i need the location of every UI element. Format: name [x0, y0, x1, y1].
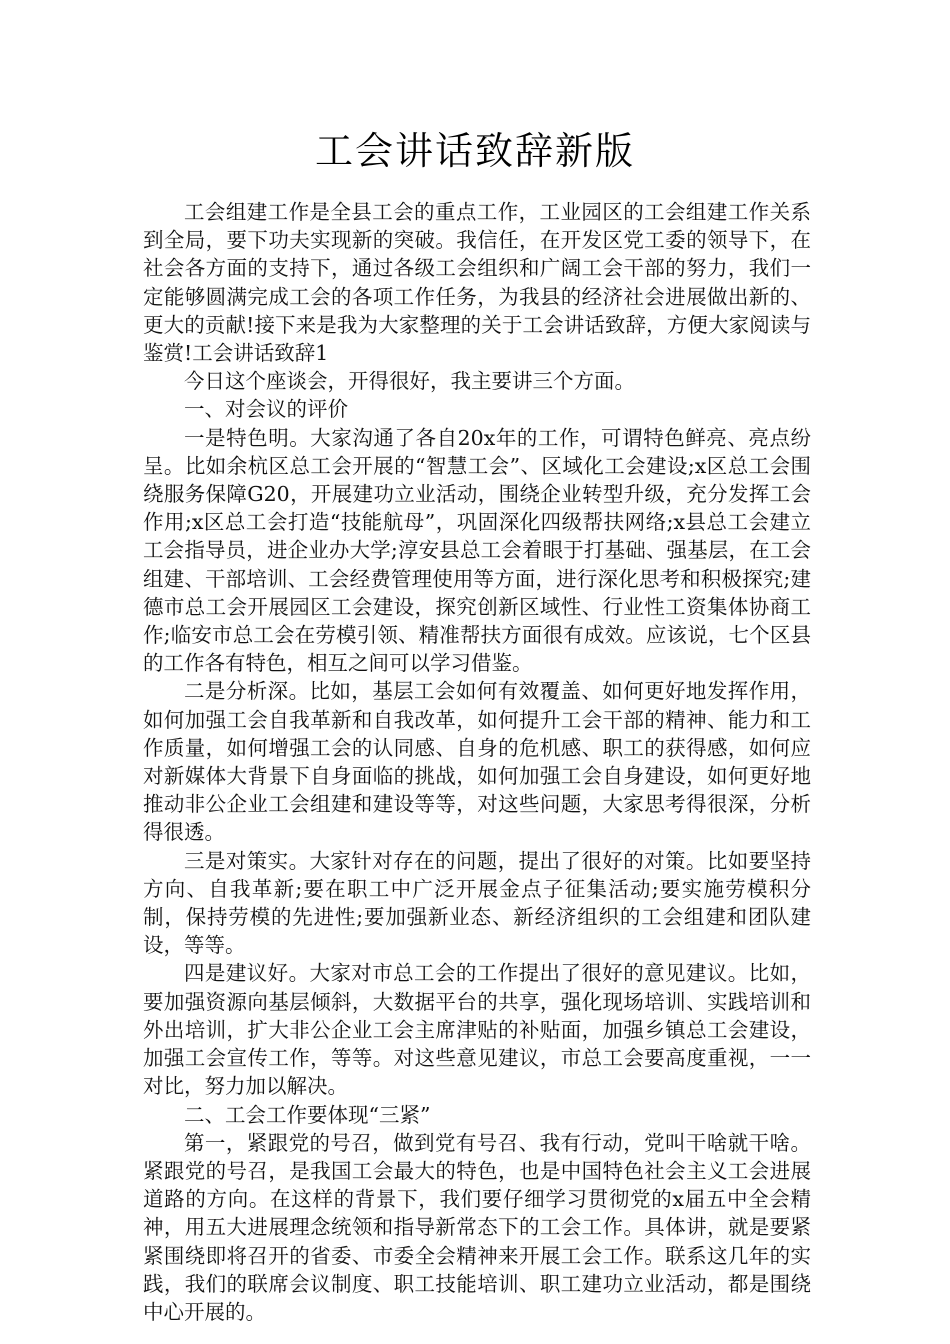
paragraph: 今日这个座谈会，开得很好，我主要讲三个方面。 — [184, 369, 635, 394]
paragraph: 工会组建工作是全县工会的重点工作，工业园区的工会组建工作关系到全局，要下功夫实现新的突破。我信任，在开发区党工委的领导下，在社会各方面的支持下，通过各级工会组织和广阔工会干部的努力，我们一定能够圆满完成工会的各项工作任务，为我县的经济社会进展做出新的、更大的贡献!接下来是我为大家整理的关于工会讲话致辞，方便大家阅读与鉴赏!工会讲话致辞1 — [143, 200, 811, 366]
paragraph: 四是建议好。大家对市总工会的工作提出了很好的意见建议。比如，要加强资源向基层倾斜，大数据平台的共享，强化现场培训、实践培训和外出培训，扩大非公企业工会主席津贴的补贴面，加强乡镇总工会建设，加强工会宣传工作，等等。对这些意见建议，市总工会要高度重视，一一对比，努力加以解决。 — [143, 961, 811, 1099]
document-body — [143, 198, 811, 1326]
paragraph: 三是对策实。大家针对存在的问题，提出了很好的对策。比如要坚持方向、自我革新;要在职工中广泛开展金点子征集活动;要实施劳模积分制，保持劳模的先进性;要加强新业态、新经济组织的工会组建和团队建设，等等。 — [143, 848, 811, 958]
paragraph: 一是特色明。大家沟通了各自20x年的工作，可谓特色鲜亮、亮点纷呈。比如余杭区总工会开展的“智慧工会”、区域化工会建设;x区总工会围绕服务保障G20，开展建功立业活动，围绕企业转型升级，充分发挥工会作用;x区总工会打造“技能航母”，巩固深化四级帮扶网络;x县总工会建立工会指导员，进企业办大学;淳安县总工会着眼于打基础、强基层，在工会组建、干部培训、工会经费管理使用等方面，进行深化思考和积极探究;建德市总工会开展园区工会建设，探究创新区域性、行业性工资集体协商工作;临安市总工会在劳模引领、精准帮扶方面很有成效。应该说，七个区县的工作各有特色，相互之间可以学习借鉴。 — [143, 425, 811, 676]
section-heading: 一、对会议的评价 — [184, 397, 348, 422]
paragraph: 第一，紧跟党的号召，做到党有号召、我有行动，党叫干啥就干啥。紧跟党的号召，是我国工会最大的特色，也是中国特色社会主义工会进展道路的方向。在这样的背景下，我们要仔细学习贯彻党的x届五中全会精神，用五大进展理念统领和指导新常态下的工会工作。具体讲，就是要紧紧围绕即将召开的省委、市委全会精神来开展工会工作。联系这几年的实践，我们的联席会议制度、职工技能培训、职工建功立业活动，都是围绕中心开展的。 — [143, 1130, 811, 1324]
paragraph: 二是分析深。比如，基层工会如何有效覆盖、如何更好地发挥作用，如何加强工会自我革新和自我改革，如何提升工会干部的精神、能力和工作质量，如何增强工会的认同感、自身的危机感、职工的获得感，如何应对新媒体大背景下自身面临的挑战，如何加强工会自身建设，如何更好地推动非公企业工会组建和建设等等，对这些问题，大家思考得很深，分析得很透。 — [143, 679, 811, 845]
document-title: 工会讲话致辞新版 — [314, 129, 635, 173]
section-heading: 二、工会工作要体现“三紧” — [184, 1102, 431, 1127]
